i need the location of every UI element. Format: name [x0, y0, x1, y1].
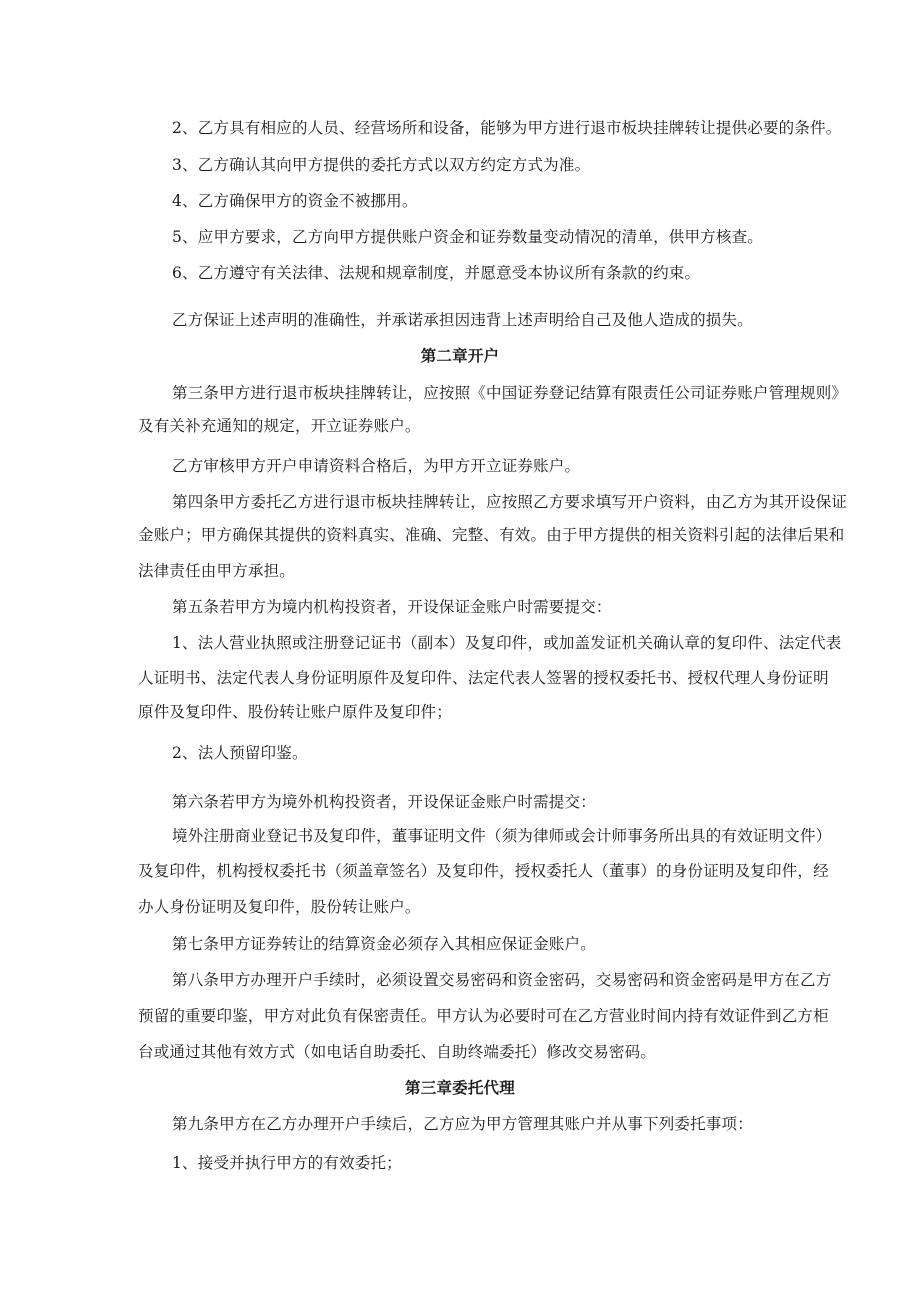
article-8-line-3: 台或通过其他有效方式（如电话自助委托、自助终端委托）修改交易密码。 [138, 1043, 657, 1061]
article-5: 第五条若甲方为境内机构投资者，开设保证金账户时需要提交： [172, 598, 612, 616]
article-7: 第七条甲方证券转让的结算资金必须存入其相应保证金账户。 [172, 935, 596, 953]
declaration-item-6: 6、乙方遵守有关法律、法规和规章制度，并愿意受本协议所有条款的约束。 [172, 264, 701, 282]
article-5-item-1-line-3: 原件及复印件、股份转让账户原件及复印件； [138, 703, 453, 721]
declaration-item-4: 4、乙方确保甲方的资金不被挪用。 [172, 192, 418, 210]
declaration-item-2: 2、乙方具有相应的人员、经营场所和设备，能够为甲方进行退市板块挂牌转让提供必要的条件。 [172, 119, 842, 137]
article-3-line-1: 第三条甲方进行退市板块挂牌转让，应按照《中国证券登记结算有限责任公司证券账户管理规则》 [172, 384, 848, 402]
article-3-review: 乙方审核甲方开户申请资料合格后，为甲方开立证券账户。 [172, 457, 581, 475]
article-5-item-1-line-2: 人证明书、法定代表人身份证明原件及复印件、法定代表人签署的授权委托书、授权代理人身份证明 [138, 669, 829, 687]
declaration-item-5: 5、应甲方要求，乙方向甲方提供账户资金和证券数量变动情况的清单，供甲方核查。 [172, 228, 763, 246]
article-8-line-2: 预留的重要印鉴，甲方对此负有保密责任。甲方认为必要时可在乙方营业时间内持有效证件到乙方柜 [138, 1007, 829, 1025]
declaration-guarantee: 乙方保证上述声明的准确性，并承诺承担因违背上述声明给自己及他人造成的损失。 [172, 311, 753, 329]
article-9-item-1: 1、接受并执行甲方的有效委托； [172, 1154, 402, 1172]
article-4-line-2: 金账户；甲方确保其提供的资料真实、准确、完整、有效。由于甲方提供的相关资料引起的法律后果和 [138, 526, 845, 544]
article-6: 第六条若甲方为境外机构投资者，开设保证金账户时需提交： [172, 793, 596, 811]
article-6-docs-line-2: 及复印件，机构授权委托书（须盖章签名）及复印件，授权委托人（董事）的身份证明及复印件，经 [138, 862, 829, 880]
article-4-line-3: 法律责任由甲方承担。 [138, 562, 296, 580]
chapter-3-title: 第三章委托代理 [405, 1078, 515, 1097]
article-9: 第九条甲方在乙方办理开户手续后，乙方应为甲方管理其账户并从事下列委托事项： [172, 1115, 753, 1133]
article-6-docs-line-1: 境外注册商业登记书及复印件，董事证明文件（须为律师或会计师事务所出具的有效证明文件） [172, 827, 832, 845]
article-3-line-2: 及有关补充通知的规定，开立证券账户。 [138, 417, 421, 435]
article-5-item-2: 2、法人预留印鉴。 [172, 744, 308, 762]
declaration-item-3: 3、乙方确认其向甲方提供的委托方式以双方约定方式为准。 [172, 156, 591, 174]
article-5-item-1-line-1: 1、法人营业执照或注册登记证书（副本）及复印件，或加盖发证机关确认章的复印件、法定代表 [172, 634, 842, 652]
chapter-2-title: 第二章开户 [420, 346, 500, 365]
article-4-line-1: 第四条甲方委托乙方进行退市板块挂牌转让，应按照乙方要求填写开户资料，由乙方为其开设保证 [172, 493, 848, 511]
article-8-line-1: 第八条甲方办理开户手续时，必须设置交易密码和资金密码，交易密码和资金密码是甲方在乙方 [172, 971, 832, 989]
article-6-docs-line-3: 办人身份证明及复印件，股份转让账户。 [138, 898, 421, 916]
